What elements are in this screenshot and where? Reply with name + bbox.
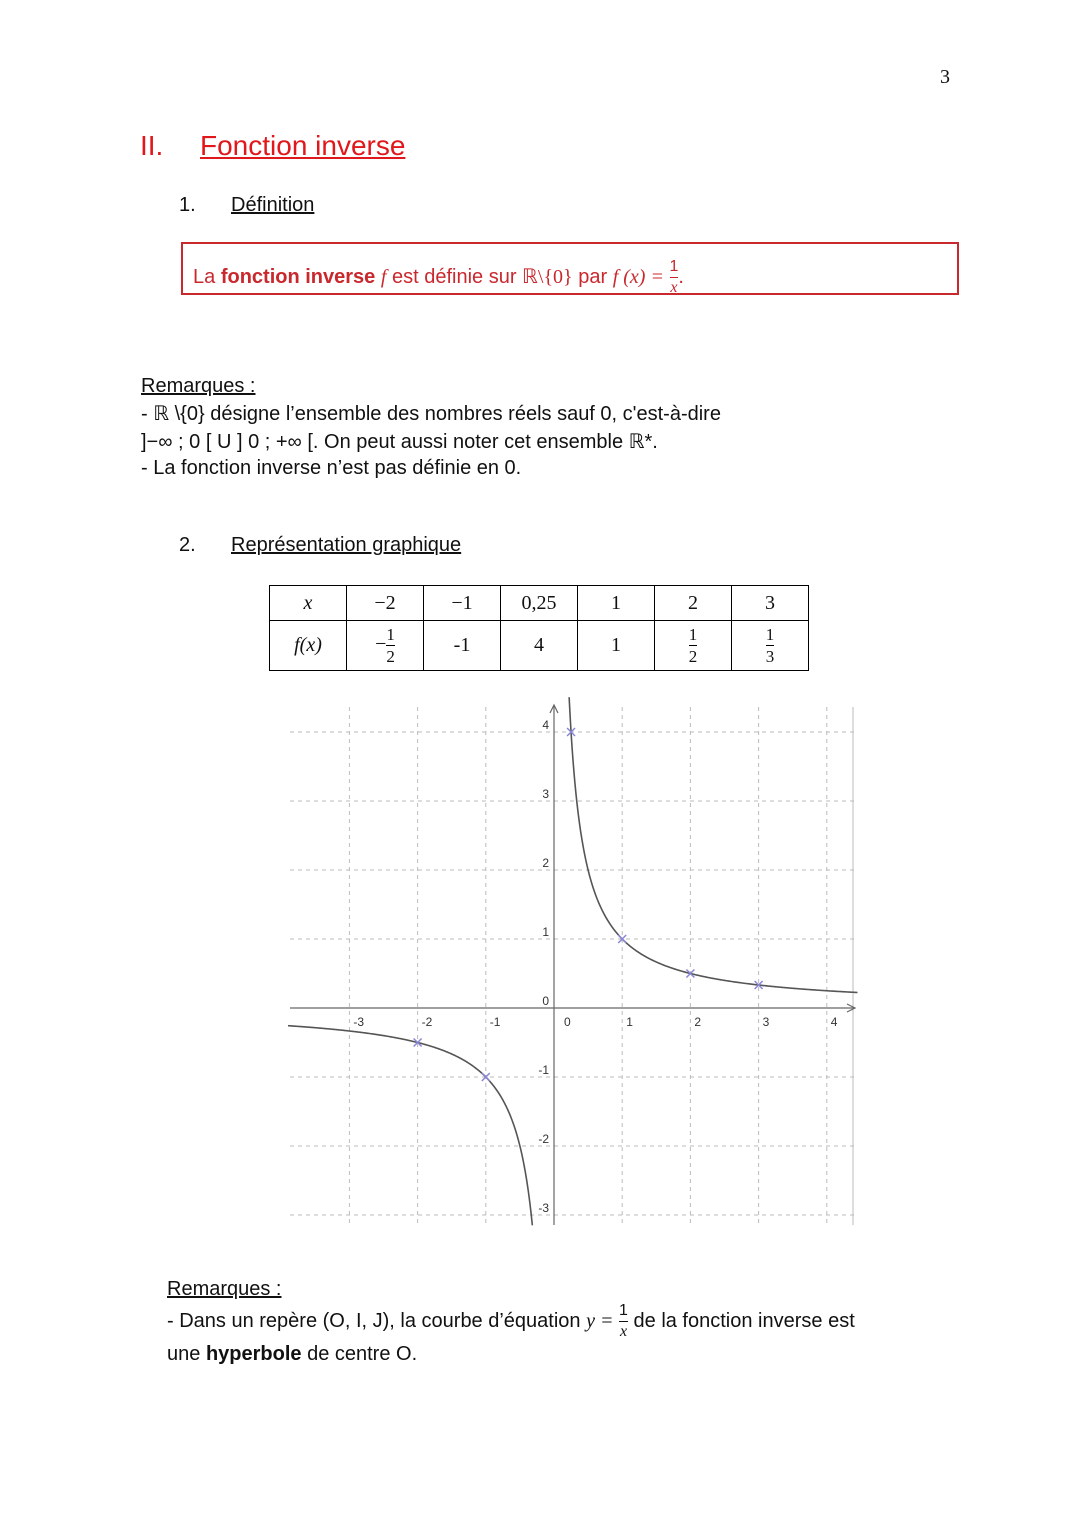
x-tick-label: 3: [762, 1015, 770, 1029]
table-cell: 4: [501, 621, 578, 671]
fraction-num: 1: [688, 625, 698, 644]
table-cell: 1: [578, 621, 655, 671]
subsection-number: 1.: [179, 194, 196, 216]
subsection-number: 2.: [179, 534, 196, 556]
y-tick-label: -3: [538, 1201, 549, 1215]
y-tick-label: 3: [542, 787, 549, 801]
remark-line: [167, 1303, 855, 1340]
section-title-text: Fonction inverse: [200, 130, 406, 161]
table-cell: -1: [424, 621, 501, 671]
remark-text: une: [167, 1343, 206, 1366]
remarks-header: Remarques :: [141, 375, 256, 397]
fraction-den: 2: [386, 647, 395, 666]
definition-prefix: La: [193, 265, 221, 288]
section-number: II.: [140, 130, 164, 161]
table-cell: 1: [578, 586, 655, 621]
hyperbola-right-branch: [569, 697, 857, 992]
remark-line: - ℝ \{0} désigne l’ensemble des nombres réels sauf 0, c'est-à-dire: [141, 403, 721, 425]
x-tick-label: 1: [626, 1015, 633, 1029]
fraction-den: 3: [765, 647, 775, 666]
subsection-title: Définition: [231, 194, 315, 216]
remark-line: [167, 1336, 855, 1372]
subsection-title: Représentation graphique: [231, 534, 462, 556]
remarks-header: Remarques :: [167, 1278, 282, 1300]
fraction-num: 1: [386, 625, 395, 644]
hyperbola-left-branch: [288, 1026, 532, 1226]
x-tick-label: -1: [489, 1015, 501, 1029]
table-header-fx: f(x): [270, 621, 347, 671]
table-cell: −2: [347, 586, 424, 621]
remark-text: de centre O.: [301, 1343, 418, 1366]
definition-den: x: [670, 279, 678, 296]
remark-fraction: [619, 1303, 628, 1340]
definition-bold: fonction inverse: [220, 265, 376, 288]
y-tick-label: 2: [542, 856, 549, 870]
x-tick-label: -3: [353, 1015, 365, 1029]
remark-text: - Dans un repère (O, I, J), la courbe d’équation: [167, 1310, 587, 1332]
remark-bold: hyperbole: [205, 1343, 302, 1366]
definition-num: 1: [669, 258, 679, 275]
definition-middle: est définie sur: [386, 265, 523, 288]
definition-end: .: [678, 265, 684, 288]
fraction-sign: −: [375, 633, 387, 656]
remark-text: de la fonction inverse est: [627, 1310, 855, 1332]
remark-line: - La fonction inverse n’est pas définie en 0.: [141, 457, 522, 479]
y-tick-label: 4: [542, 718, 549, 732]
remark-line: ]−∞ ; 0 [ U ] 0 ; +∞ [. On peut aussi noter cet ensemble ℝ*.: [141, 431, 658, 453]
x-tick-label: 4: [830, 1015, 838, 1029]
remark-equation: y =: [586, 1310, 614, 1332]
page-number: 3: [940, 66, 950, 88]
table-cell: −1: [424, 586, 501, 621]
x-tick-label: 0: [564, 1015, 571, 1029]
definition-f: f: [380, 265, 387, 288]
table-cell: 0,25: [501, 586, 578, 621]
fraction-den: x: [619, 1323, 628, 1341]
y-tick-label: -2: [538, 1132, 549, 1146]
table-cell: 3: [732, 586, 809, 621]
x-tick-label: 2: [694, 1015, 702, 1029]
y-tick-label: 0: [542, 994, 549, 1008]
fraction-num: 1: [619, 1302, 628, 1320]
y-tick-label: 1: [542, 925, 549, 939]
definition-fx: f (x) =: [612, 265, 664, 288]
definition-par: par: [572, 265, 613, 288]
x-tick-label: -2: [421, 1015, 433, 1029]
y-tick-label: -1: [538, 1063, 549, 1077]
definition-domain: ℝ\{0}: [522, 265, 573, 288]
remarks-block-2: [167, 1275, 855, 1372]
table-header-x: x: [270, 586, 347, 621]
fraction-num: 1: [765, 625, 775, 644]
table-cell: 2: [655, 586, 732, 621]
fraction-den: 2: [688, 647, 698, 666]
